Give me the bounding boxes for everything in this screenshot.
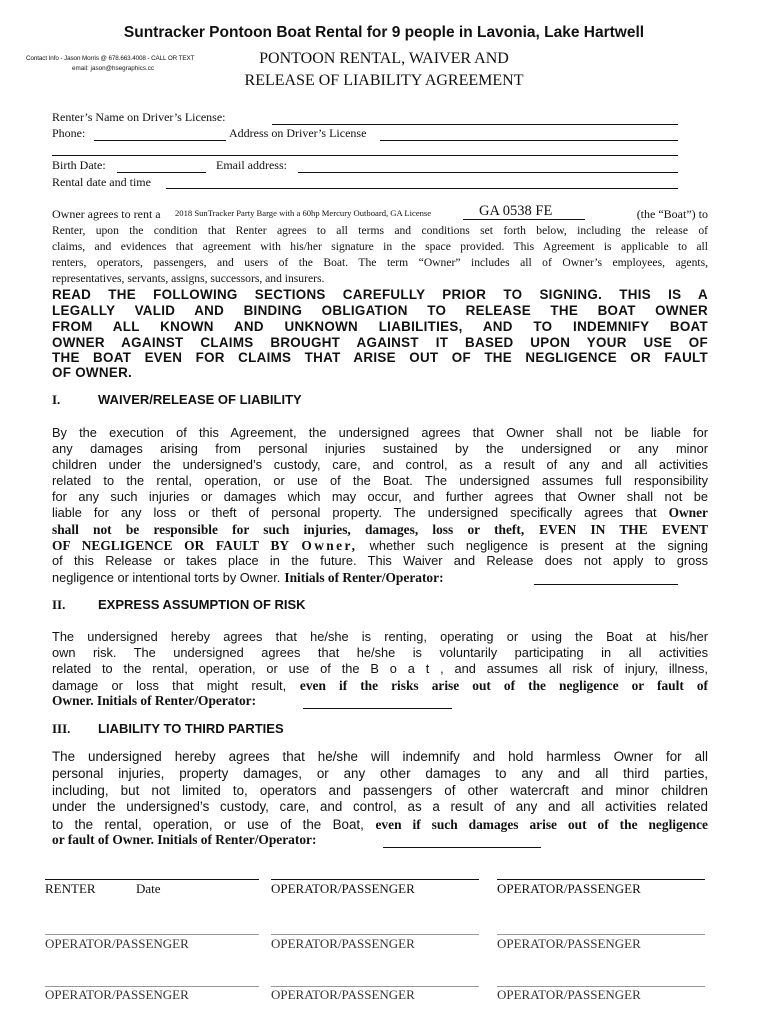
section-1-line-10 (52, 569, 444, 587)
operator-signature-line-3[interactable] (45, 934, 259, 935)
section-3-initials-field[interactable] (383, 847, 541, 848)
section-1-initials-label: Initials of Renter/Operator: (284, 570, 444, 585)
contact-info-line-1: Contact Info - Jason Morris @ 678.663.4008 - CALL OR TEXT (26, 55, 195, 62)
section-3-heading: LIABILITY TO THIRD PARTIES (98, 721, 284, 736)
section-1-owner-spaced: Owner, (301, 538, 358, 553)
section-1-heading: WAIVER/RELEASE OF LIABILITY (98, 392, 302, 407)
operator-signature-line-4[interactable] (271, 934, 479, 935)
section-2-initials-label: Owner. Initials of Renter/Operator: (52, 693, 257, 708)
operator-signature-label-5: OPERATOR/PASSENGER (497, 936, 641, 951)
section-1-line-3: children under the undersigned’s custody, care, and control, as a result of any and all activities (52, 457, 708, 472)
section-2-line-2: own risk. The undersigned agrees that he/she is voluntarily participating in all activities (52, 645, 708, 660)
operator-signature-label-7: OPERATOR/PASSENGER (271, 987, 415, 1002)
operator-signature-label-2: OPERATOR/PASSENGER (497, 881, 641, 896)
warning-line-2: LEGALLY VALID AND BINDING OBLIGATION TO RELEASE THE BOAT OWNER (52, 303, 708, 318)
section-1-line-6-text: liable for any loss or theft of personal property. The undersigned specifically agrees that (52, 505, 657, 520)
section-1-initials-field[interactable] (534, 584, 678, 585)
license-number: GA 0538 FE (479, 203, 553, 219)
section-1-line-5: for any such injuries or damages which may occur, and further agrees that Owner shall not be (52, 489, 708, 504)
section-1-owner-bold: Owner (668, 505, 708, 520)
the-boat-text: (the “Boat”) to (636, 207, 708, 221)
document-title-line-1: PONTOON RENTAL, WAIVER AND (259, 50, 509, 67)
boat-description: 2018 SunTracker Party Barge with a 60hp Mercury Outboard, GA License (175, 208, 432, 218)
renter-name-label: Renter’s Name on Driver’s License: (52, 110, 226, 124)
email-label: Email address: (216, 158, 287, 172)
section-1-line-1: By the execution of this Agreement, the undersigned agrees that Owner shall not be liable for (52, 425, 708, 440)
license-number-field[interactable] (463, 219, 585, 220)
rental-date-field[interactable] (166, 188, 678, 189)
section-2-initials-field[interactable] (303, 708, 452, 709)
operator-signature-label-4: OPERATOR/PASSENGER (271, 936, 415, 951)
section-1-number: I. (52, 392, 61, 407)
section-1-gross-negligence: negligence or intentional torts by Owner. (52, 570, 281, 585)
document-title-line-2: RELEASE OF LIABILITY AGREEMENT (244, 72, 524, 89)
renter-signature-label: RENTER (45, 881, 96, 896)
owner-agrees-text: Owner agrees to rent a (52, 207, 161, 221)
renter-signature-line[interactable] (45, 879, 259, 880)
section-1-even-in-event: EVEN IN THE EVENT (539, 522, 708, 537)
section-3-line-1: The undersigned hereby agrees that he/she will indemnify and hold harmless Owner for all (52, 749, 708, 764)
email-field[interactable] (298, 172, 678, 173)
section-1-line-9: of this Release or takes place in the future. This Waiver and Release does not apply to gross (52, 553, 708, 568)
renter-name-field[interactable] (272, 124, 678, 125)
section-2-line-1: The undersigned hereby agrees that he/she is renting, operating or using the Boat at his/her (52, 629, 708, 644)
section-3-line-2: personal injuries, property damages, or any other damages to any and all third parties, (52, 766, 708, 781)
section-1-line-4: related to the rental, operation, or use of the Boat. The undersigned assumes full responsibility (52, 473, 708, 488)
phone-field[interactable] (94, 140, 226, 141)
section-3-initials-label: or fault of Owner. Initials of Renter/Operator: (52, 832, 317, 847)
section-2-line-3: related to the rental, operation, or use of the B o a t , and assumes all risk of injury, illness, (52, 661, 708, 676)
operator-signature-label-3: OPERATOR/PASSENGER (45, 936, 189, 951)
address-continuation-field[interactable] (52, 155, 678, 156)
birth-date-label: Birth Date: (52, 158, 106, 172)
warning-line-4: OWNER AGAINST CLAIMS BROUGHT AGAINST IT BASED UPON YOUR USE OF (52, 335, 708, 350)
agreement-line-3: renters, operators, passengers, and users of the Boat. The term “Owner” includes all of Owner’s employees, agents, (52, 256, 708, 269)
section-2-damage-loss: damage or loss that might result, (52, 678, 287, 693)
warning-line-5: THE BOAT EVEN FOR CLAIMS THAT ARISE OUT OF THE NEGLIGENCE OR FAULT (52, 350, 708, 365)
address-field[interactable] (380, 140, 678, 141)
section-3-line-3: including, but not limited to, operators and passengers of other watercraft and minor children (52, 783, 708, 798)
operator-signature-label-8: OPERATOR/PASSENGER (497, 987, 641, 1002)
section-1-negligence-present: whether such negligence is present at the signing (369, 538, 709, 553)
warning-line-6: OF OWNER. (52, 365, 133, 380)
operator-signature-line-5[interactable] (497, 934, 705, 935)
warning-line-3: FROM ALL KNOWN AND UNKNOWN LIABILITIES, AND TO INDEMNIFY BOAT (52, 319, 708, 334)
rental-date-label: Rental date and time (52, 175, 151, 189)
section-1-line-6 (52, 505, 708, 521)
operator-signature-line-2[interactable] (497, 879, 705, 880)
renter-date-label: Date (136, 881, 161, 896)
page-header-title: Suntracker Pontoon Boat Rental for 9 people in Lavonia, Lake Hartwell (123, 24, 645, 41)
section-3-damages-bold: even if such damages arise out of the negligence (375, 817, 708, 832)
contact-info-line-2: email: jason@hsegraphics.cc (72, 65, 154, 72)
section-1-negligence-fault: OF NEGLIGENCE OR FAULT BY (52, 538, 290, 553)
section-3-rental-use: to the rental, operation, or use of the Boat, (52, 817, 364, 832)
birth-date-field[interactable] (117, 172, 206, 173)
phone-label: Phone: (52, 126, 86, 140)
section-1-not-responsible: shall not be responsible for such injuries, damages, loss or theft, (52, 522, 525, 537)
section-2-risks-bold: even if the risks arise out of the negligence or fault of (299, 678, 709, 693)
address-label: Address on Driver’s License (229, 126, 367, 140)
section-2-number: II. (52, 597, 66, 612)
operator-signature-label-6: OPERATOR/PASSENGER (45, 987, 189, 1002)
section-3-line-4: under the undersigned’s custody, care, and control, as a result of any and all activities related (52, 799, 708, 814)
agreement-line-1: Renter, upon the condition that Renter agrees to all terms and conditions set forth below, including the release of (52, 224, 708, 237)
agreement-line-4: representatives, servants, assigns, successors, and insurers. (52, 272, 325, 285)
section-3-number: III. (52, 721, 71, 736)
warning-line-1: READ THE FOLLOWING SECTIONS CAREFULLY PRIOR TO SIGNING. THIS IS A (52, 287, 708, 302)
operator-signature-label-1: OPERATOR/PASSENGER (271, 881, 415, 896)
operator-signature-line-1[interactable] (271, 879, 479, 880)
agreement-line-2: claims, and evidences that agreement with his/her signature in the space provided. This Agreement is applicable to all (52, 240, 708, 253)
section-1-line-2: any damages arising from personal injuries sustained by the undersigned or any minor (52, 441, 708, 456)
section-2-heading: EXPRESS ASSUMPTION OF RISK (98, 597, 306, 612)
